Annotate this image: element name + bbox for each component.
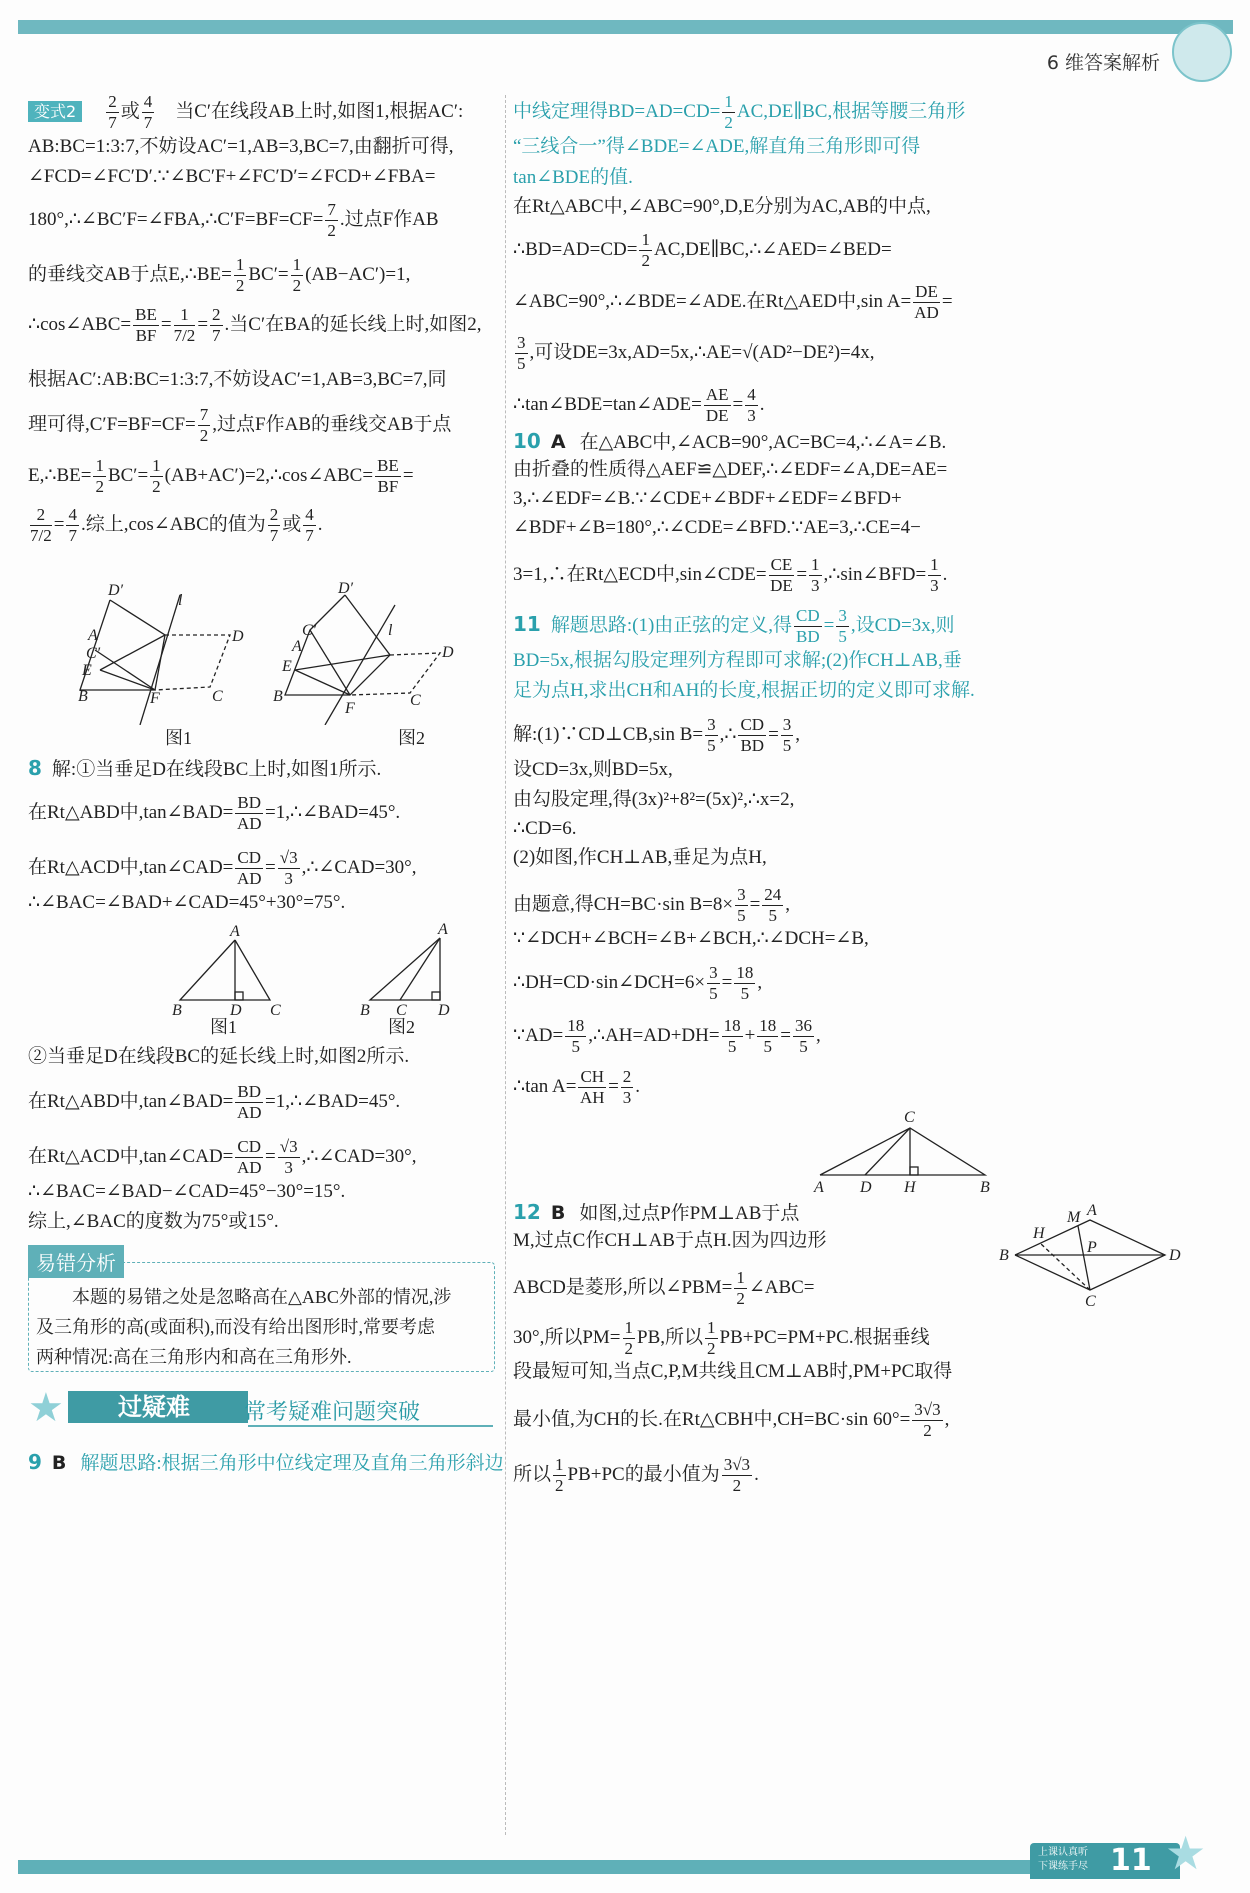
footer-slogan: 上课认真听 下课练手尽	[1038, 1847, 1088, 1872]
question-10: 10 A 在△ABC中,∠ACB=90°,AC=BC=4,∴∠A=∠B.	[513, 429, 947, 453]
error-analysis-title: 易错分析	[28, 1245, 124, 1278]
fraction: $\frac{1}{2}$	[152, 456, 161, 496]
text-line: 的垂线交AB于点E,∴BE= $\frac{1}{2}$ BC′= $\frac{1}{2}$ (AB−AC′)=1,	[28, 255, 411, 295]
variant-2-line: 变式2 $\frac{2}{7}$ 或 $\frac{4}{7}$ 当C′在线段AB上时,如图1,根据AC′:	[28, 92, 463, 133]
banner-subtitle: 常考疑难问题突破	[244, 1400, 421, 1425]
text-line: 根据AC′:AB:BC=1:3:7,不妨设AC′=1,AB=3,BC=7,同	[28, 369, 447, 390]
fraction: $\frac{CD}{AD}$	[236, 848, 262, 888]
fraction: $\frac{AE}{DE}$	[705, 385, 729, 425]
figure-caption: 图1	[210, 1017, 237, 1037]
fraction: $\frac{18}{5}$	[567, 1016, 585, 1056]
mascot-star-icon: ★	[1165, 1828, 1207, 1879]
text-line: ∴cos∠ABC= $\frac{BE}{BF}$ = $\frac{1}{7/2}$ = $\frac{2}{7}$ .当C′在BA的延长线上时,如图2,	[28, 305, 482, 345]
label: B	[999, 1247, 1009, 1264]
fraction: $\frac{BE}{BF}$	[135, 305, 157, 345]
fraction: $\frac{2}{7}$	[269, 505, 279, 545]
label: C	[1085, 1293, 1096, 1310]
fraction: $\frac{4}{7}$	[305, 505, 314, 545]
text-line: 在Rt△ABD中,tan∠BAD= $\frac{BD}{AD}$ =1,∴∠BAD=45°.	[28, 1082, 401, 1122]
question-11: 11 解题思路:(1)由正弦的定义,得 $\frac{CD}{BD}$ = $\frac{3}{5}$ ,设CD=3x,则	[513, 606, 955, 646]
text-line: 段最短可知,当点C,P,M共线且CM⊥AB时,PM+PC取得	[513, 1361, 953, 1382]
fraction: $\frac{CH}{AH}$	[579, 1067, 605, 1107]
fraction: $\frac{3√3}{2}$	[914, 1400, 941, 1440]
fraction: $\frac{36}{5}$	[795, 1016, 812, 1056]
text-line: $\frac{3}{5}$ ,可设DE=3x,AD=5x,∴AE=√(AD²−DE²)=4x,	[517, 333, 875, 373]
fraction: $\frac{2}{7/2}$	[30, 505, 52, 545]
label: H	[904, 1179, 916, 1196]
fraction: $\frac{3√3}{2}$	[723, 1455, 751, 1495]
label: C′	[86, 645, 101, 662]
text-line: 由题意,得CH=BC·sin B=8× $\frac{3}{5}$ = $\frac{24}{5}$ ,	[513, 885, 791, 925]
fraction: $\frac{CD}{BD}$	[740, 715, 765, 755]
fraction: $\frac{4}{3}$	[747, 385, 756, 425]
text-line: ∠BDF+∠B=180°,∴∠CDE=∠BFD.∵AE=3,∴CE=4−	[513, 517, 921, 538]
fraction: $\frac{7}{2}$	[199, 405, 209, 445]
label: B	[273, 688, 283, 705]
question-8: 8 解:①当垂足D在线段BC上时,如图1所示.	[28, 756, 382, 780]
text-line: ∴tan∠BDE=tan∠ADE= $\frac{AE}{DE}$ = $\frac{4}{3}$ .	[513, 385, 765, 425]
label: A	[88, 627, 98, 644]
label: C	[212, 688, 223, 705]
hint-line: 足为点H,求出CH和AH的长度,根据正切的定义即可求解.	[513, 680, 975, 701]
text-line: 3,∴∠EDF=∠B.∵∠CDE+∠BDF+∠EDF=∠BFD+	[513, 488, 902, 509]
page-number-badge	[1030, 1843, 1180, 1879]
label: l	[178, 592, 183, 609]
page-number: 11	[1110, 1843, 1152, 1878]
fraction: $\frac{4}{7}$	[143, 92, 153, 132]
error-text: 及三角形的高(或面积),而没有给出图形时,常要考虑	[36, 1317, 435, 1337]
text-line: ∴tan A= $\frac{CH}{AH}$ = $\frac{2}{3}$ .	[513, 1067, 641, 1107]
fraction: $\frac{18}{5}$	[736, 963, 754, 1003]
text-line: ∴DH=CD·sin∠DCH=6× $\frac{3}{5}$ = $\frac{18}{5}$ ,	[513, 963, 763, 1003]
text-line: E,∴BE= $\frac{1}{2}$ BC′= $\frac{1}{2}$ (AB+AC′)=2,∴cos∠ABC= $\frac{BE}{BF}$ =	[28, 456, 414, 496]
error-text: 本题的易错之处是忽略高在△ABC外部的情况,涉	[36, 1287, 452, 1307]
label: A	[230, 923, 240, 940]
label: D	[442, 644, 454, 661]
text-line: 在Rt△ABC中,∠ABC=90°,D,E分别为AC,AB的中点,	[513, 196, 931, 217]
label: A	[438, 921, 448, 938]
fraction: $\frac{2}{7}$	[108, 92, 117, 132]
fraction: $\frac{18}{5}$	[759, 1016, 777, 1056]
q11-figure	[810, 1100, 1000, 1200]
fraction: $\frac{1}{3}$	[930, 555, 939, 595]
text-line: 在Rt△ACD中,tan∠CAD= $\frac{CD}{AD}$ = $\frac{√3}{3}$ ,∴∠CAD=30°,	[28, 1137, 417, 1177]
label: P	[1087, 1239, 1097, 1256]
fraction: $\frac{√3}{3}$	[279, 1137, 298, 1177]
text-line: 综上,∠BAC的度数为75°或15°.	[28, 1211, 279, 1232]
hint-line: 中线定理得BD=AD=CD= $\frac{1}{2}$ AC,DE∥BC,根据等腰三角形	[513, 92, 966, 132]
label: D′	[108, 582, 124, 599]
label: D	[860, 1179, 872, 1196]
fraction: $\frac{CD}{AD}$	[236, 1137, 262, 1177]
text-line: 解:(1)∵CD⊥CB,sin B= $\frac{3}{5}$ ,∴ $\frac{CD}{BD}$ = $\frac{3}{5}$ ,	[513, 715, 801, 755]
label: D	[438, 1002, 450, 1015]
fraction: $\frac{1}{2}$	[292, 255, 302, 295]
label: D	[230, 1002, 242, 1015]
text-line: ABCD是菱形,所以∠PBM= $\frac{1}{2}$ ∠ABC=	[513, 1268, 815, 1308]
rhombus-figure	[995, 1200, 1185, 1310]
text-line: M,过点C作CH⊥AB于点H.因为四边形	[513, 1230, 827, 1251]
text-line: 所以 $\frac{1}{2}$ PB+PC的最小值为 $\frac{3√3}{2}$ .	[513, 1455, 759, 1495]
figure-caption: 图2	[388, 1017, 415, 1037]
banner-title: 过疑难	[68, 1391, 248, 1423]
label: B	[360, 1002, 370, 1015]
variant-tag: 变式2	[28, 101, 82, 122]
fraction: $\frac{1}{2}$	[235, 255, 245, 295]
fraction: $\frac{3}{5}$	[737, 885, 746, 925]
label: E	[82, 662, 92, 679]
text-line: 在Rt△ABD中,tan∠BAD= $\frac{BD}{AD}$ =1,∴∠BAD=45°.	[28, 793, 401, 833]
fraction: $\frac{BD}{AD}$	[236, 793, 262, 833]
fraction: $\frac{BD}{AD}$	[236, 1082, 262, 1122]
text-line: ∴∠BAC=∠BAD−∠CAD=45°−30°=15°.	[28, 1181, 346, 1202]
banner-underline	[248, 1425, 493, 1427]
text-line: 由勾股定理,得(3x)²+8²=(5x)²,∴x=2,	[513, 789, 795, 810]
fraction: $\frac{1}{2}$	[555, 1455, 564, 1495]
label: M	[1067, 1209, 1081, 1226]
fraction: $\frac{CE}{DE}$	[770, 555, 793, 595]
label: F	[345, 700, 355, 717]
fraction: $\frac{3}{5}$	[707, 715, 716, 755]
fraction: $\frac{3}{5}$	[709, 963, 718, 1003]
fraction: $\frac{1}{2}$	[641, 230, 650, 270]
hint-line: “三线合一”得∠BDE=∠ADE,解直角三角形即可得	[513, 136, 921, 157]
footer-bar	[18, 1860, 1048, 1874]
fraction: $\frac{CD}{BD}$	[796, 606, 820, 646]
figure-caption: 图1	[165, 728, 192, 748]
label: B	[78, 688, 88, 705]
text-line: (2)如图,作CH⊥AB,垂足为点H,	[513, 847, 767, 868]
header-bar	[18, 20, 1233, 34]
label: C	[396, 1002, 407, 1015]
fraction: $\frac{BE}{BF}$	[377, 456, 399, 496]
fraction: $\frac{1}{7/2}$	[173, 305, 196, 345]
label: B	[980, 1179, 990, 1196]
text-line: AB:BC=1:3:7,不妨设AC′=1,AB=3,BC=7,由翻折可得,	[28, 136, 454, 157]
figure-caption: 图2	[398, 728, 425, 748]
label: C	[270, 1002, 281, 1015]
error-text: 两种情况:高在三角形内和高在三角形外.	[36, 1347, 352, 1367]
text-line: ∠FCD=∠FC′D′.∵∠BC′F+∠FC′D′=∠FCD+∠FBA=	[28, 166, 436, 187]
label: l	[388, 622, 393, 639]
column-divider	[505, 95, 506, 1835]
fraction: $\frac{24}{5}$	[764, 885, 782, 925]
text-line: 3=1,∴在Rt△ECD中,sin∠CDE= $\frac{CE}{DE}$ = $\frac{1}{3}$ ,∴sin∠BFD= $\frac{1}{3}$ .	[513, 555, 948, 595]
fraction: $\frac{2}{7}$	[212, 305, 221, 345]
right-triangle-figures	[170, 920, 470, 1015]
fraction: $\frac{2}{3}$	[622, 1067, 632, 1107]
label: C	[904, 1109, 915, 1126]
fraction: $\frac{√3}{3}$	[279, 848, 298, 888]
label: H	[1033, 1225, 1045, 1242]
label: F	[150, 690, 160, 707]
text-line: ∵AD= $\frac{18}{5}$ ,∴AH=AD+DH= $\frac{18}{5}$ + $\frac{18}{5}$ = $\frac{36}{5}$ ,	[513, 1016, 821, 1056]
text-line: ∴BD=AD=CD= $\frac{1}{2}$ AC,DE∥BC,∴∠AED=∠BED=	[513, 230, 892, 270]
fraction: $\frac{3}{5}$	[517, 333, 526, 373]
hint-line: BD=5x,根据勾股定理列方程即可求解;(2)作CH⊥AB,垂	[513, 650, 962, 671]
label: D′	[338, 580, 354, 597]
label: C′	[302, 622, 317, 639]
fraction: $\frac{7}{2}$	[327, 200, 336, 240]
text-line: 理可得,C′F=BF=CF= $\frac{7}{2}$ ,过点F作AB的垂线交AB于点	[28, 405, 452, 445]
logo-icon	[1172, 22, 1232, 82]
question-12: 12 B 如图,过点P作PM⊥AB于点	[513, 1200, 800, 1224]
text-line: 最小值,为CH的长.在Rt△CBH中,CH=BC·sin 60°= $\frac{3√3}{2}$ ,	[513, 1400, 950, 1440]
fraction: $\frac{3}{5}$	[838, 606, 847, 646]
fraction: $\frac{3}{5}$	[782, 715, 792, 755]
fraction: $\frac{1}{2}$	[624, 1318, 634, 1358]
fraction: $\frac{18}{5}$	[723, 1016, 741, 1056]
text-line: 180°,∴∠BC′F=∠FBA,∴C′F=BF=CF= $\frac{7}{2}$ .过点F作AB	[28, 200, 439, 240]
text-line: 由折叠的性质得△AEF≌△DEF,∴∠EDF=∠A,DE=AE=	[513, 459, 948, 480]
question-9: 9 B 解题思路:根据三角形中位线定理及直角三角形斜边	[28, 1450, 504, 1474]
text-line: ∵∠DCH+∠BCH=∠B+∠BCH,∴∠DCH=∠B,	[513, 928, 869, 949]
hint-line: tan∠BDE的值.	[513, 167, 633, 188]
text-line: 设CD=3x,则BD=5x,	[513, 759, 673, 780]
label: C	[410, 692, 421, 709]
mascot-star-icon: ★	[28, 1385, 64, 1430]
label: E	[282, 658, 292, 675]
label: D	[1169, 1247, 1181, 1264]
text-line: 在Rt△ACD中,tan∠CAD= $\frac{CD}{AD}$ = $\frac{√3}{3}$ ,∴∠CAD=30°,	[28, 848, 417, 888]
text-line: ②当垂足D在线段BC的延长线上时,如图2所示.	[28, 1046, 410, 1067]
label: A	[1087, 1202, 1097, 1219]
section-banner	[28, 1385, 493, 1430]
text-line: 30°,所以PM= $\frac{1}{2}$ PB,所以 $\frac{1}{2}$ PB+PC=PM+PC.根据垂线	[513, 1318, 930, 1358]
text-line: ∴CD=6.	[513, 818, 577, 839]
header-title: 6 维答案解析	[1046, 52, 1160, 74]
fold-figures	[70, 575, 500, 725]
text-line: ∠ABC=90°,∴∠BDE=∠ADE.在Rt△AED中,sin A= $\frac{DE}{AD}$ =	[513, 282, 953, 322]
label: A	[292, 638, 302, 655]
label: D	[232, 628, 244, 645]
text-line: $\frac{2}{7/2}$ = $\frac{4}{7}$ .综上,cos∠ABC的值为 $\frac{2}{7}$ 或 $\frac{4}{7}$ .	[30, 505, 323, 545]
fraction: $\frac{1}{2}$	[736, 1268, 745, 1308]
fraction: $\frac{1}{2}$	[724, 92, 733, 132]
fraction: $\frac{1}{2}$	[707, 1318, 716, 1358]
label: B	[172, 1002, 182, 1015]
fraction: $\frac{1}{2}$	[95, 456, 104, 496]
fraction: $\frac{DE}{AD}$	[914, 282, 939, 322]
fraction: $\frac{4}{7}$	[68, 505, 77, 545]
label: A	[814, 1179, 824, 1196]
fraction: $\frac{1}{3}$	[811, 555, 820, 595]
text-line: ∴∠BAC=∠BAD+∠CAD=45°+30°=75°.	[28, 892, 346, 913]
